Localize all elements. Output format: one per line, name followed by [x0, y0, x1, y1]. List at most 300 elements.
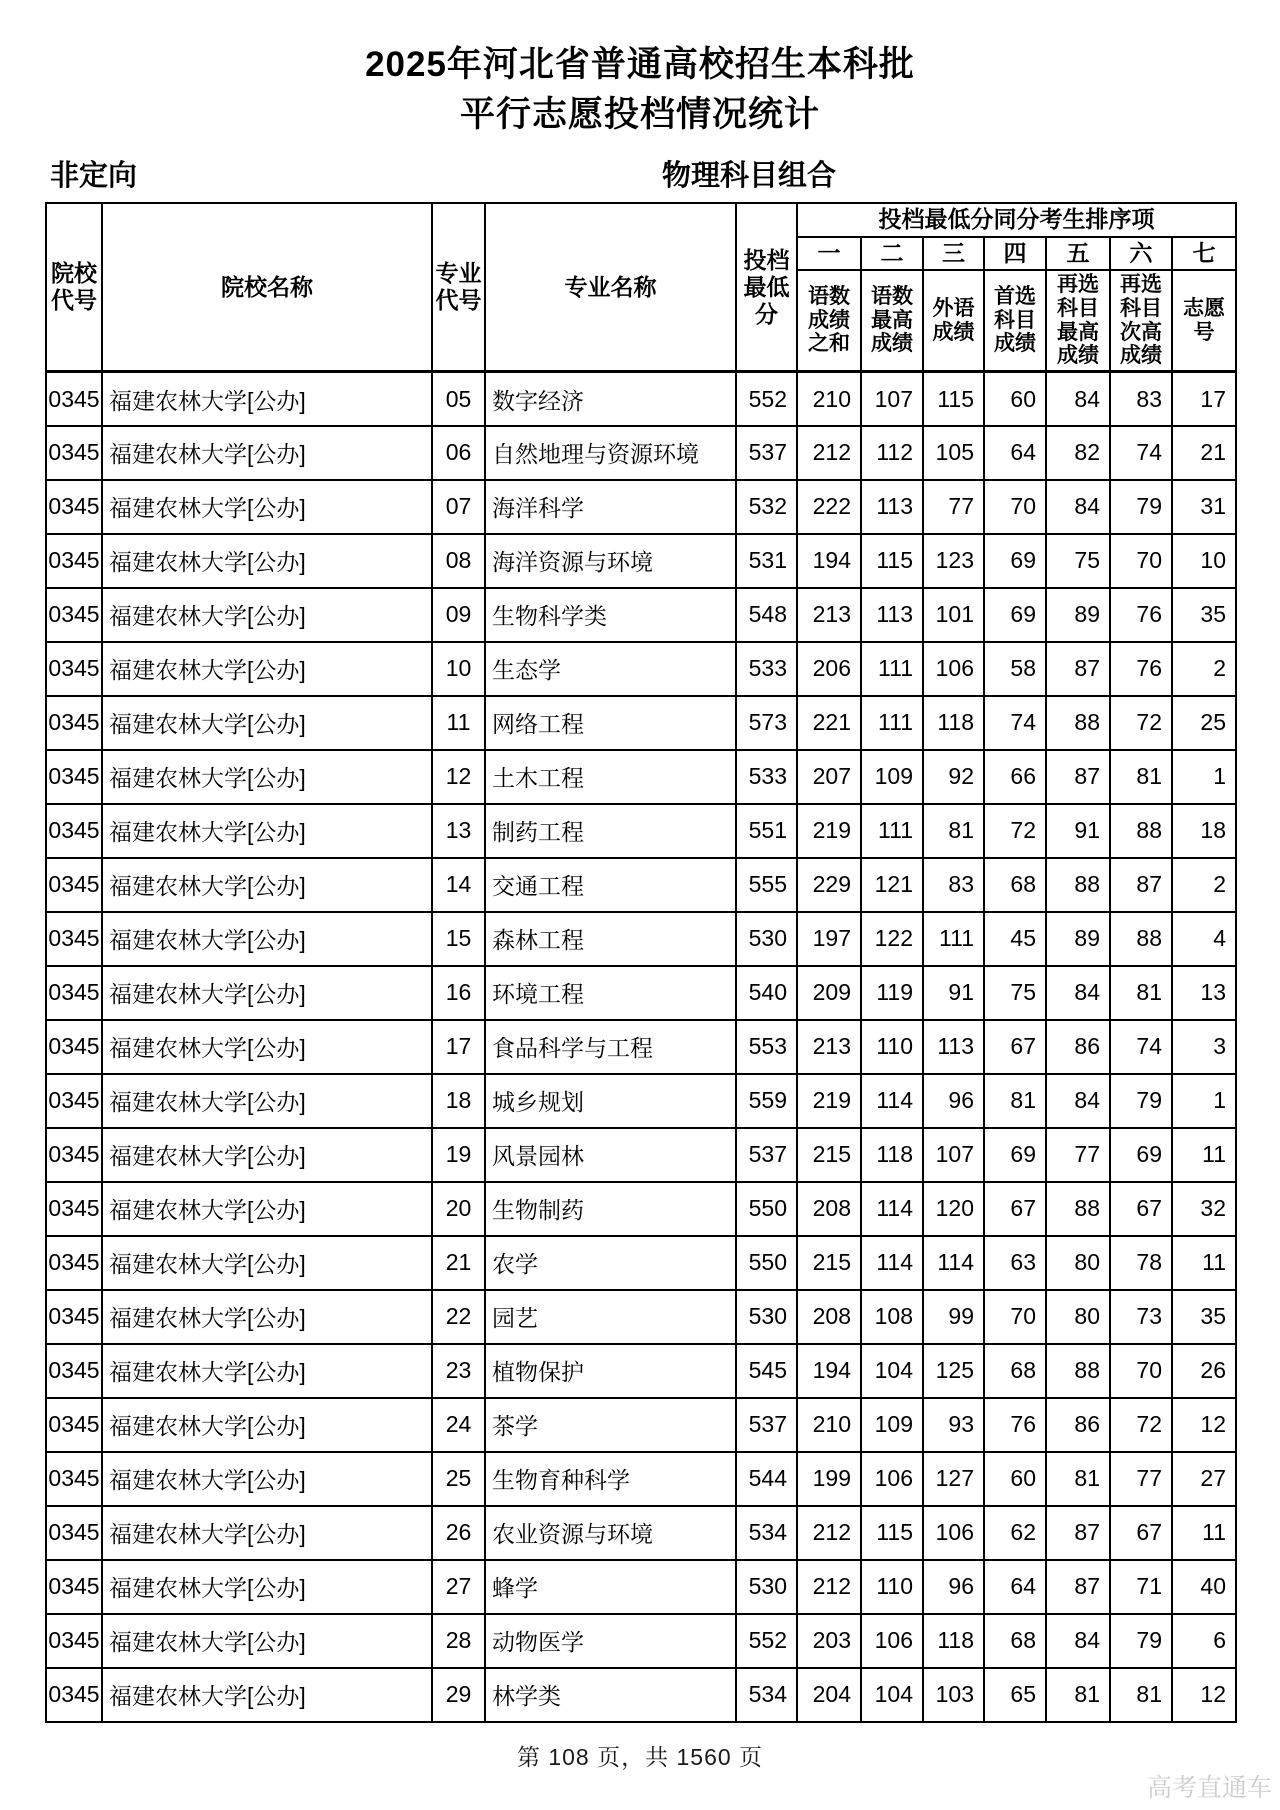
tiebreak-6-cell: 67 [1110, 1182, 1172, 1236]
table-row [46, 912, 1236, 966]
tiebreak-4-cell: 65 [984, 1668, 1046, 1722]
college-code-cell: 0345 [46, 858, 102, 912]
min-score-cell: 540 [736, 966, 797, 1020]
tiebreak-7-cell: 11 [1172, 1128, 1236, 1182]
tiebreak-1-cell: 215 [797, 1128, 861, 1182]
tiebreak-3-cell: 127 [923, 1452, 984, 1506]
tiebreak-7-cell: 11 [1172, 1506, 1236, 1560]
tiebreak-5-cell: 82 [1046, 426, 1110, 480]
min-score-cell: 534 [736, 1506, 797, 1560]
tiebreak-4-cell: 64 [984, 426, 1046, 480]
major-name-cell: 生态学 [485, 642, 736, 696]
major-code-cell: 08 [432, 534, 485, 588]
tiebreak-3-cell: 107 [923, 1128, 984, 1182]
tiebreak-1-cell: 212 [797, 426, 861, 480]
tiebreak-4-cell: 69 [984, 1128, 1046, 1182]
college-code-cell: 0345 [46, 1668, 102, 1722]
tiebreak-4-cell: 60 [984, 372, 1046, 426]
tiebreak-1-cell: 194 [797, 534, 861, 588]
min-score-cell: 530 [736, 912, 797, 966]
college-name-cell: 福建农林大学[公办] [102, 1128, 432, 1182]
tiebreak-5-cell: 84 [1046, 966, 1110, 1020]
tiebreak-7-cell: 18 [1172, 804, 1236, 858]
ordinal-7: 七 [1172, 237, 1236, 270]
min-score-cell: 533 [736, 642, 797, 696]
college-name-cell: 福建农林大学[公办] [102, 1668, 432, 1722]
college-code-cell: 0345 [46, 912, 102, 966]
college-code-cell: 0345 [46, 1560, 102, 1614]
min-score-cell: 531 [736, 534, 797, 588]
sort-label-5: 再选科目最高成绩 [1046, 270, 1110, 372]
table-row [46, 426, 1236, 480]
col-header-college-code: 院校代号 [46, 203, 102, 372]
ordinal-4: 四 [984, 237, 1046, 270]
tiebreak-1-cell: 212 [797, 1506, 861, 1560]
major-code-cell: 27 [432, 1560, 485, 1614]
tiebreak-1-cell: 212 [797, 1560, 861, 1614]
tiebreak-4-cell: 66 [984, 750, 1046, 804]
tiebreak-5-cell: 88 [1046, 696, 1110, 750]
college-code-cell: 0345 [46, 480, 102, 534]
tiebreak-7-cell: 27 [1172, 1452, 1236, 1506]
ordinal-5: 五 [1046, 237, 1110, 270]
college-code-cell: 0345 [46, 426, 102, 480]
tiebreak-1-cell: 219 [797, 804, 861, 858]
major-code-cell: 23 [432, 1344, 485, 1398]
tiebreak-2-cell: 111 [861, 696, 923, 750]
major-name-cell: 交通工程 [485, 858, 736, 912]
tiebreak-6-cell: 79 [1110, 1614, 1172, 1668]
major-code-cell: 15 [432, 912, 485, 966]
col-header-tiebreak-group: 投档最低分同分考生排序项 [797, 203, 1236, 236]
tiebreak-6-cell: 71 [1110, 1560, 1172, 1614]
major-name-cell: 风景园林 [485, 1128, 736, 1182]
sort-label-7: 志愿号 [1172, 270, 1236, 372]
tiebreak-6-cell: 79 [1110, 480, 1172, 534]
tiebreak-2-cell: 122 [861, 912, 923, 966]
major-name-cell: 茶学 [485, 1398, 736, 1452]
major-name-cell: 林学类 [485, 1668, 736, 1722]
tiebreak-4-cell: 45 [984, 912, 1046, 966]
tiebreak-3-cell: 113 [923, 1020, 984, 1074]
tiebreak-3-cell: 125 [923, 1344, 984, 1398]
tiebreak-6-cell: 70 [1110, 1344, 1172, 1398]
tiebreak-2-cell: 104 [861, 1344, 923, 1398]
tiebreak-5-cell: 77 [1046, 1128, 1110, 1182]
tiebreak-2-cell: 115 [861, 534, 923, 588]
table-row [46, 480, 1236, 534]
major-name-cell: 动物医学 [485, 1614, 736, 1668]
college-code-cell: 0345 [46, 966, 102, 1020]
col-header-college-name: 院校名称 [102, 203, 432, 372]
major-name-cell: 土木工程 [485, 750, 736, 804]
tiebreak-5-cell: 84 [1046, 372, 1110, 426]
ordinal-1: 一 [797, 237, 861, 270]
college-code-cell: 0345 [46, 1074, 102, 1128]
college-code-cell: 0345 [46, 1020, 102, 1074]
major-code-cell: 07 [432, 480, 485, 534]
tiebreak-5-cell: 87 [1046, 642, 1110, 696]
major-code-cell: 16 [432, 966, 485, 1020]
tiebreak-4-cell: 69 [984, 534, 1046, 588]
tiebreak-4-cell: 70 [984, 1290, 1046, 1344]
col-header-min-score: 投档最低分 [736, 203, 797, 372]
min-score-cell: 550 [736, 1236, 797, 1290]
tiebreak-6-cell: 76 [1110, 642, 1172, 696]
tiebreak-5-cell: 87 [1046, 1506, 1110, 1560]
table-row [46, 966, 1236, 1020]
tiebreak-1-cell: 204 [797, 1668, 861, 1722]
college-name-cell: 福建农林大学[公办] [102, 1074, 432, 1128]
college-code-cell: 0345 [46, 1182, 102, 1236]
admission-stats-table [45, 202, 1237, 1723]
title-line-1: 2025年河北省普通高校招生本科批 [365, 45, 915, 84]
tiebreak-1-cell: 213 [797, 1020, 861, 1074]
major-code-cell: 17 [432, 1020, 485, 1074]
tiebreak-7-cell: 17 [1172, 372, 1236, 426]
tiebreak-7-cell: 3 [1172, 1020, 1236, 1074]
tiebreak-6-cell: 87 [1110, 858, 1172, 912]
major-name-cell: 森林工程 [485, 912, 736, 966]
table-row [46, 642, 1236, 696]
tiebreak-4-cell: 70 [984, 480, 1046, 534]
major-code-cell: 12 [432, 750, 485, 804]
col-header-major-name: 专业名称 [485, 203, 736, 372]
tiebreak-3-cell: 91 [923, 966, 984, 1020]
tiebreak-7-cell: 21 [1172, 426, 1236, 480]
major-code-cell: 14 [432, 858, 485, 912]
table-row [46, 1290, 1236, 1344]
page-footer: 第 108 页，共 1560 页 [516, 1743, 764, 1770]
col-header-major-code: 专业代号 [432, 203, 485, 372]
tiebreak-3-cell: 123 [923, 534, 984, 588]
college-name-cell: 福建农林大学[公办] [102, 1236, 432, 1290]
tiebreak-2-cell: 121 [861, 858, 923, 912]
tiebreak-2-cell: 113 [861, 588, 923, 642]
tiebreak-6-cell: 81 [1110, 1668, 1172, 1722]
college-name-cell: 福建农林大学[公办] [102, 750, 432, 804]
sort-label-1: 语数成绩之和 [797, 270, 861, 372]
tiebreak-4-cell: 67 [984, 1020, 1046, 1074]
tiebreak-4-cell: 67 [984, 1182, 1046, 1236]
tiebreak-1-cell: 213 [797, 588, 861, 642]
min-score-cell: 532 [736, 480, 797, 534]
min-score-cell: 553 [736, 1020, 797, 1074]
major-code-cell: 13 [432, 804, 485, 858]
table-row [46, 588, 1236, 642]
tiebreak-4-cell: 63 [984, 1236, 1046, 1290]
major-code-cell: 11 [432, 696, 485, 750]
tiebreak-6-cell: 77 [1110, 1452, 1172, 1506]
tiebreak-6-cell: 72 [1110, 696, 1172, 750]
college-code-cell: 0345 [46, 534, 102, 588]
tiebreak-5-cell: 80 [1046, 1236, 1110, 1290]
college-name-cell: 福建农林大学[公办] [102, 1614, 432, 1668]
tiebreak-1-cell: 203 [797, 1614, 861, 1668]
college-name-cell: 福建农林大学[公办] [102, 480, 432, 534]
college-code-cell: 0345 [46, 1236, 102, 1290]
college-name-cell: 福建农林大学[公办] [102, 1290, 432, 1344]
ordinal-6: 六 [1110, 237, 1172, 270]
tiebreak-4-cell: 69 [984, 588, 1046, 642]
tiebreak-5-cell: 89 [1046, 912, 1110, 966]
major-name-cell: 网络工程 [485, 696, 736, 750]
min-score-cell: 555 [736, 858, 797, 912]
tiebreak-3-cell: 83 [923, 858, 984, 912]
college-name-cell: 福建农林大学[公办] [102, 372, 432, 426]
college-name-cell: 福建农林大学[公办] [102, 804, 432, 858]
tiebreak-2-cell: 112 [861, 426, 923, 480]
major-code-cell: 29 [432, 1668, 485, 1722]
tiebreak-4-cell: 62 [984, 1506, 1046, 1560]
tiebreak-1-cell: 199 [797, 1452, 861, 1506]
sort-label-2: 语数最高成绩 [861, 270, 923, 372]
major-name-cell: 生物科学类 [485, 588, 736, 642]
college-code-cell: 0345 [46, 642, 102, 696]
tiebreak-3-cell: 114 [923, 1236, 984, 1290]
tiebreak-5-cell: 88 [1046, 858, 1110, 912]
tiebreak-3-cell: 96 [923, 1560, 984, 1614]
tiebreak-1-cell: 221 [797, 696, 861, 750]
college-name-cell: 福建农林大学[公办] [102, 588, 432, 642]
min-score-cell: 537 [736, 1128, 797, 1182]
tiebreak-2-cell: 114 [861, 1236, 923, 1290]
tiebreak-4-cell: 75 [984, 966, 1046, 1020]
tiebreak-7-cell: 1 [1172, 750, 1236, 804]
tiebreak-3-cell: 105 [923, 426, 984, 480]
tiebreak-3-cell: 77 [923, 480, 984, 534]
tiebreak-2-cell: 111 [861, 642, 923, 696]
min-score-cell: 545 [736, 1344, 797, 1398]
tiebreak-6-cell: 69 [1110, 1128, 1172, 1182]
major-name-cell: 蜂学 [485, 1560, 736, 1614]
table-row [46, 1506, 1236, 1560]
table-row [46, 1452, 1236, 1506]
tiebreak-5-cell: 86 [1046, 1020, 1110, 1074]
header-row-group [46, 203, 1236, 236]
major-name-cell: 海洋科学 [485, 480, 736, 534]
ordinal-2: 二 [861, 237, 923, 270]
tiebreak-5-cell: 75 [1046, 534, 1110, 588]
table-row [46, 1344, 1236, 1398]
tiebreak-5-cell: 88 [1046, 1344, 1110, 1398]
major-name-cell: 城乡规划 [485, 1074, 736, 1128]
tiebreak-7-cell: 25 [1172, 696, 1236, 750]
major-code-cell: 24 [432, 1398, 485, 1452]
table-row [46, 1668, 1236, 1722]
college-code-cell: 0345 [46, 1506, 102, 1560]
ordinal-3: 三 [923, 237, 984, 270]
tiebreak-1-cell: 222 [797, 480, 861, 534]
tiebreak-6-cell: 88 [1110, 804, 1172, 858]
college-name-cell: 福建农林大学[公办] [102, 1398, 432, 1452]
college-code-cell: 0345 [46, 804, 102, 858]
tiebreak-7-cell: 1 [1172, 1074, 1236, 1128]
table-header [46, 203, 1236, 372]
min-score-cell: 537 [736, 426, 797, 480]
tiebreak-7-cell: 32 [1172, 1182, 1236, 1236]
college-code-cell: 0345 [46, 1614, 102, 1668]
table-row [46, 804, 1236, 858]
min-score-cell: 550 [736, 1182, 797, 1236]
tiebreak-4-cell: 68 [984, 1344, 1046, 1398]
tiebreak-2-cell: 115 [861, 1506, 923, 1560]
tiebreak-7-cell: 12 [1172, 1398, 1236, 1452]
college-code-cell: 0345 [46, 696, 102, 750]
tiebreak-6-cell: 81 [1110, 750, 1172, 804]
major-code-cell: 10 [432, 642, 485, 696]
tiebreak-1-cell: 208 [797, 1290, 861, 1344]
tiebreak-7-cell: 11 [1172, 1236, 1236, 1290]
tiebreak-4-cell: 81 [984, 1074, 1046, 1128]
tiebreak-7-cell: 4 [1172, 912, 1236, 966]
min-score-cell: 551 [736, 804, 797, 858]
tiebreak-6-cell: 72 [1110, 1398, 1172, 1452]
major-name-cell: 制药工程 [485, 804, 736, 858]
major-code-cell: 25 [432, 1452, 485, 1506]
tiebreak-4-cell: 60 [984, 1452, 1046, 1506]
tiebreak-3-cell: 93 [923, 1398, 984, 1452]
major-name-cell: 农学 [485, 1236, 736, 1290]
min-score-cell: 530 [736, 1290, 797, 1344]
table-row [46, 1182, 1236, 1236]
major-code-cell: 20 [432, 1182, 485, 1236]
min-score-cell: 544 [736, 1452, 797, 1506]
tiebreak-2-cell: 106 [861, 1452, 923, 1506]
tiebreak-3-cell: 120 [923, 1182, 984, 1236]
major-code-cell: 26 [432, 1506, 485, 1560]
major-name-cell: 植物保护 [485, 1344, 736, 1398]
major-name-cell: 海洋资源与环境 [485, 534, 736, 588]
college-name-cell: 福建农林大学[公办] [102, 966, 432, 1020]
page-title [0, 0, 1280, 139]
min-score-cell: 530 [736, 1560, 797, 1614]
tiebreak-3-cell: 118 [923, 696, 984, 750]
major-code-cell: 21 [432, 1236, 485, 1290]
tiebreak-7-cell: 35 [1172, 1290, 1236, 1344]
tiebreak-7-cell: 10 [1172, 534, 1236, 588]
min-score-cell: 537 [736, 1398, 797, 1452]
major-name-cell: 生物制药 [485, 1182, 736, 1236]
table-row [46, 1614, 1236, 1668]
min-score-cell: 559 [736, 1074, 797, 1128]
major-name-cell: 园艺 [485, 1290, 736, 1344]
college-code-cell: 0345 [46, 588, 102, 642]
college-code-cell: 0345 [46, 372, 102, 426]
college-code-cell: 0345 [46, 1344, 102, 1398]
tiebreak-4-cell: 74 [984, 696, 1046, 750]
tiebreak-2-cell: 109 [861, 750, 923, 804]
college-name-cell: 福建农林大学[公办] [102, 696, 432, 750]
tiebreak-2-cell: 114 [861, 1182, 923, 1236]
major-name-cell: 农业资源与环境 [485, 1506, 736, 1560]
section-labels [50, 153, 1235, 194]
tiebreak-4-cell: 68 [984, 1614, 1046, 1668]
table-row [46, 534, 1236, 588]
min-score-cell: 573 [736, 696, 797, 750]
tiebreak-5-cell: 81 [1046, 1668, 1110, 1722]
college-name-cell: 福建农林大学[公办] [102, 426, 432, 480]
college-name-cell: 福建农林大学[公办] [102, 1344, 432, 1398]
table-body [46, 372, 1236, 1722]
tiebreak-3-cell: 106 [923, 1506, 984, 1560]
min-score-cell: 552 [736, 1614, 797, 1668]
tiebreak-2-cell: 114 [861, 1074, 923, 1128]
major-code-cell: 09 [432, 588, 485, 642]
tiebreak-1-cell: 194 [797, 1344, 861, 1398]
tiebreak-6-cell: 67 [1110, 1506, 1172, 1560]
tiebreak-3-cell: 111 [923, 912, 984, 966]
major-code-cell: 05 [432, 372, 485, 426]
tiebreak-3-cell: 103 [923, 1668, 984, 1722]
tiebreak-3-cell: 106 [923, 642, 984, 696]
tiebreak-4-cell: 76 [984, 1398, 1046, 1452]
table-row [46, 1236, 1236, 1290]
college-code-cell: 0345 [46, 1128, 102, 1182]
tiebreak-7-cell: 35 [1172, 588, 1236, 642]
table-row [46, 750, 1236, 804]
major-name-cell: 食品科学与工程 [485, 1020, 736, 1074]
tiebreak-1-cell: 215 [797, 1236, 861, 1290]
major-code-cell: 22 [432, 1290, 485, 1344]
tiebreak-3-cell: 92 [923, 750, 984, 804]
tiebreak-5-cell: 80 [1046, 1290, 1110, 1344]
tiebreak-7-cell: 26 [1172, 1344, 1236, 1398]
tiebreak-1-cell: 229 [797, 858, 861, 912]
college-name-cell: 福建农林大学[公办] [102, 1506, 432, 1560]
table-row [46, 858, 1236, 912]
major-code-cell: 18 [432, 1074, 485, 1128]
subject-group-label: 物理科目组合 [662, 160, 837, 193]
tiebreak-2-cell: 113 [861, 480, 923, 534]
tiebreak-6-cell: 74 [1110, 426, 1172, 480]
tiebreak-6-cell: 70 [1110, 534, 1172, 588]
sort-label-3: 外语成绩 [923, 270, 984, 372]
tiebreak-5-cell: 88 [1046, 1182, 1110, 1236]
min-score-cell: 534 [736, 1668, 797, 1722]
tiebreak-6-cell: 88 [1110, 912, 1172, 966]
major-code-cell: 06 [432, 426, 485, 480]
tiebreak-2-cell: 108 [861, 1290, 923, 1344]
tiebreak-1-cell: 209 [797, 966, 861, 1020]
major-code-cell: 19 [432, 1128, 485, 1182]
tiebreak-7-cell: 2 [1172, 642, 1236, 696]
table-row [46, 696, 1236, 750]
tiebreak-5-cell: 84 [1046, 1614, 1110, 1668]
major-name-cell: 生物育种科学 [485, 1452, 736, 1506]
tiebreak-5-cell: 81 [1046, 1452, 1110, 1506]
table-row [46, 1128, 1236, 1182]
table-row [46, 1074, 1236, 1128]
sort-label-4: 首选科目成绩 [984, 270, 1046, 372]
tiebreak-7-cell: 40 [1172, 1560, 1236, 1614]
table-row [46, 1398, 1236, 1452]
tiebreak-3-cell: 96 [923, 1074, 984, 1128]
tiebreak-3-cell: 115 [923, 372, 984, 426]
tiebreak-1-cell: 219 [797, 1074, 861, 1128]
tiebreak-6-cell: 76 [1110, 588, 1172, 642]
tiebreak-5-cell: 91 [1046, 804, 1110, 858]
major-name-cell: 环境工程 [485, 966, 736, 1020]
tiebreak-1-cell: 210 [797, 372, 861, 426]
tiebreak-7-cell: 13 [1172, 966, 1236, 1020]
major-name-cell: 自然地理与资源环境 [485, 426, 736, 480]
tiebreak-2-cell: 107 [861, 372, 923, 426]
college-code-cell: 0345 [46, 750, 102, 804]
college-name-cell: 福建农林大学[公办] [102, 1560, 432, 1614]
college-name-cell: 福建农林大学[公办] [102, 1182, 432, 1236]
tiebreak-2-cell: 110 [861, 1560, 923, 1614]
